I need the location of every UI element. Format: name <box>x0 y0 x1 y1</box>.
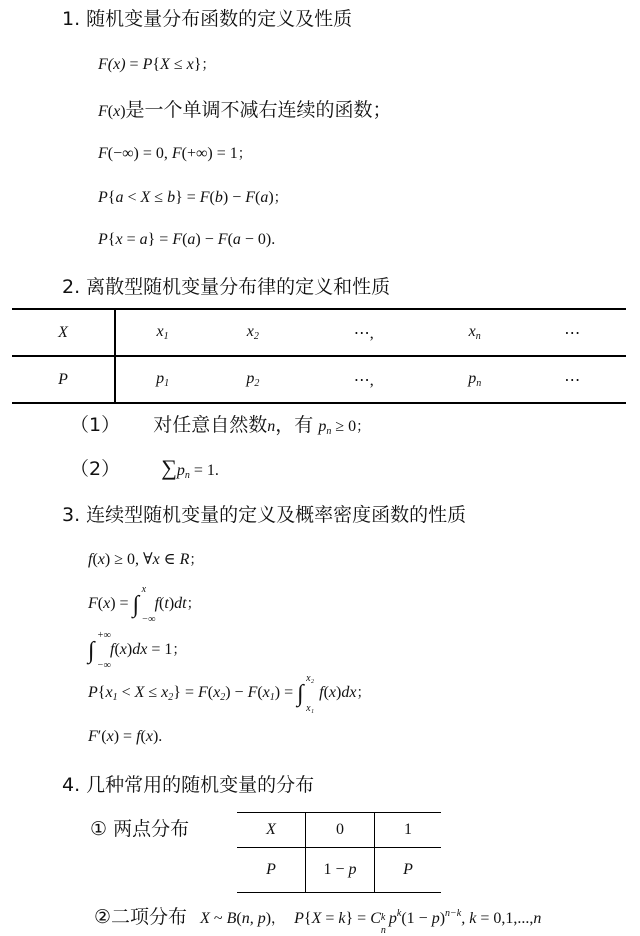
property-1-var: n <box>267 418 276 435</box>
formula-cdf-definition: F(x) = P{X ≤ x}； <box>98 56 216 73</box>
table-row <box>237 848 441 893</box>
table-cell: ⋯, <box>297 356 431 403</box>
binomial-label: ②二项分布 <box>94 906 188 928</box>
table-cell: X <box>237 813 306 848</box>
binomial-row <box>94 902 542 936</box>
table-cell: ⋯, <box>297 309 431 356</box>
property-2-label: （2） <box>70 458 121 480</box>
table-cell: 0 <box>306 813 375 848</box>
table-cell: $p_2$ <box>209 356 296 403</box>
table-cell: $x_n$ <box>431 309 518 356</box>
table-cell: ⋯ <box>518 309 626 356</box>
binomial-notation: X ~ B(n, p)， <box>200 910 286 927</box>
table-row <box>12 309 626 356</box>
formula-cdf-integral: F(x) = ∫ x −∞ f(t)dt； <box>88 584 201 625</box>
formula-interval-integral: $P\{x_1 < X \le x_2\} = F(x_2) - F(x_1)$ = ∫ x₂ x₁ f(x)dx； <box>88 673 371 714</box>
formula-normalization: ∫ +∞ −∞ f(x)dx = 1； <box>88 630 187 671</box>
two-point-label: ① 两点分布 <box>90 818 190 840</box>
formula-monotone: F(x)是一个单调不减右连续的函数； <box>98 99 392 121</box>
table-cell: $p_n$ <box>431 356 518 403</box>
property-1-label: （1） <box>70 414 121 436</box>
property-1 <box>70 410 370 437</box>
binomial-pmf: P{X = k} = C k n $p^k(1 - p)^{n-k}$, k = 0,1,...,n <box>294 908 542 936</box>
table-cell: 1 − p <box>306 848 375 893</box>
table-cell: X <box>12 309 115 356</box>
table-cell: $x_1$ <box>115 309 209 356</box>
property-2 <box>70 454 219 481</box>
table-cell: P <box>237 848 306 893</box>
table-cell: P <box>375 848 442 893</box>
section-2-heading: 2. 离散型随机变量分布律的定义和性质 <box>62 276 391 298</box>
formula-pdf-nonneg: f(x) ≥ 0, ∀x ∈ R； <box>88 551 204 568</box>
table-cell: P <box>12 356 115 403</box>
property-1-mid: ，有 <box>275 414 314 436</box>
formula-limits: F(−∞) = 0, F(+∞) = 1； <box>98 145 252 162</box>
table-cell: $x_2$ <box>209 309 296 356</box>
property-1-text: 对任意自然数 <box>153 414 268 436</box>
table-cell: $p_1$ <box>115 356 209 403</box>
table-row <box>237 813 441 848</box>
section-3-heading: 3. 连续型随机变量的定义及概率密度函数的性质 <box>62 504 467 526</box>
formula-point-prob: P{x = a} = F(a) − F(a − 0). <box>98 231 276 248</box>
monotone-text: 是一个单调不减右连续的函数； <box>125 99 392 121</box>
table-row <box>12 356 626 403</box>
section-4-heading: 4. 几种常用的随机变量的分布 <box>62 774 315 796</box>
table-cell: 1 <box>375 813 442 848</box>
property-2-math: $\sum p_n = 1$. <box>161 455 219 481</box>
property-1-math: $p_n \ge 0$； <box>318 418 371 437</box>
formula-derivative: F′(x) = f(x). <box>88 728 163 745</box>
table-cell: ⋯ <box>518 356 626 403</box>
section-1-heading: 1. 随机变量分布函数的定义及性质 <box>62 8 353 30</box>
formula-interval-prob: P{a < X ≤ b} = F(b) − F(a)； <box>98 189 288 206</box>
two-point-table <box>237 812 441 893</box>
distribution-law-table <box>12 308 626 404</box>
